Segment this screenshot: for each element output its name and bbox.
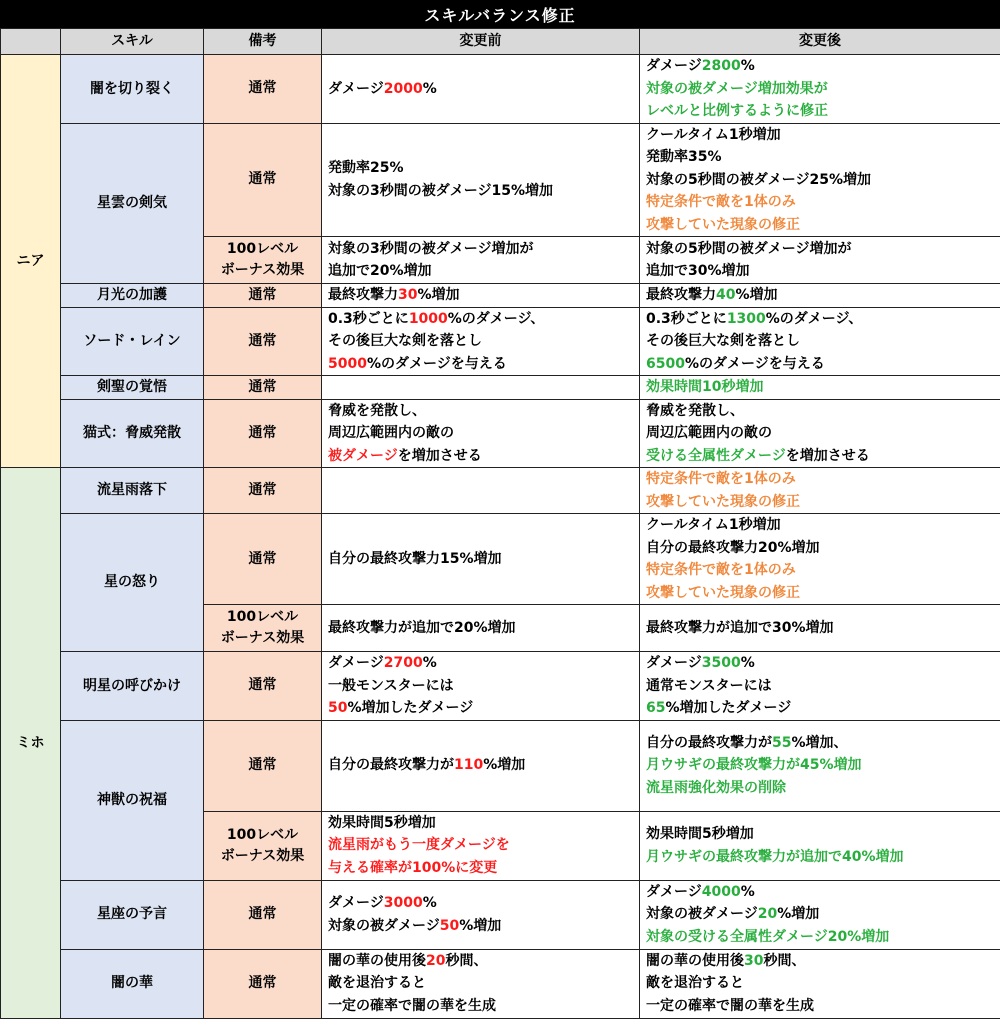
text-line: [328, 260, 633, 283]
note-line: 通常: [210, 169, 315, 190]
table-row: [1, 468, 1000, 514]
text-segment: 110: [454, 757, 483, 773]
text-segment: 敵を退治すると: [646, 975, 744, 991]
text-line: [328, 950, 633, 973]
text-segment: を増加させる: [398, 448, 482, 464]
text-segment: 55: [772, 735, 791, 751]
text-line: [646, 559, 994, 582]
before-cell: [322, 652, 640, 721]
skill-name-cell: 星座の予言: [61, 880, 204, 949]
text-line: [646, 100, 994, 123]
text-line: [328, 157, 633, 180]
text-segment: 秒間、: [445, 953, 487, 969]
note-cell: [204, 811, 322, 880]
text-segment: 2000: [384, 81, 423, 97]
skill-name-cell: 星雲の剣気: [61, 123, 204, 284]
after-cell: [640, 514, 1000, 605]
text-segment: 一定の確率で闇の華を生成: [328, 998, 496, 1014]
text-segment: 追加で30%増加: [646, 263, 750, 279]
text-line: [646, 284, 994, 307]
before-cell: [322, 284, 640, 308]
text-segment: %増加したダメージ: [665, 700, 791, 716]
text-segment: %増加、: [791, 735, 847, 751]
text-segment: 被ダメージ: [328, 448, 398, 464]
text-segment: 通常モンスターには: [646, 678, 772, 694]
text-segment: %: [423, 81, 437, 97]
note-line: 通常: [210, 675, 315, 696]
text-line: [646, 124, 994, 147]
after-cell: [640, 949, 1000, 1018]
character-cell: ミホ: [1, 468, 61, 1019]
text-line: [646, 468, 994, 491]
text-segment: クールタイム1秒増加: [646, 517, 781, 533]
note-line: 通常: [210, 480, 315, 501]
text-segment: 2800: [702, 58, 741, 74]
text-segment: 闇の華の使用後: [328, 953, 426, 969]
text-segment: 40: [716, 287, 735, 303]
text-segment: 最終攻撃力: [328, 287, 398, 303]
after-cell: [640, 284, 1000, 308]
text-segment: 対象の5秒間の被ダメージ増加が: [646, 241, 851, 257]
skill-name-cell: 闇の華: [61, 949, 204, 1018]
note-line: 通常: [210, 549, 315, 570]
text-segment: %増加: [777, 906, 819, 922]
text-line: [328, 238, 633, 261]
text-segment: 50: [328, 700, 347, 716]
skill-balance-table: [0, 28, 1000, 1019]
text-line: [328, 330, 633, 353]
text-line: [646, 903, 994, 926]
table-row: [1, 307, 1000, 376]
text-segment: 攻撃していた現象の修正: [646, 217, 800, 233]
skill-name-cell: 流星雨落下: [61, 468, 204, 514]
text-line: [328, 617, 633, 640]
text-line: [328, 308, 633, 331]
text-segment: 対象の受ける全属性ダメージ20%増加: [646, 929, 889, 945]
skill-name-cell: 星の怒り: [61, 514, 204, 652]
text-line: [328, 78, 633, 101]
text-segment: %のダメージを与える: [367, 356, 507, 372]
text-segment: 1300: [727, 311, 766, 327]
table-row: [1, 284, 1000, 308]
text-segment: 周辺広範囲内の敵の: [328, 425, 454, 441]
note-cell: [204, 880, 322, 949]
text-segment: 効果時間5秒増加: [328, 815, 436, 831]
note-line: ボーナス効果: [210, 260, 315, 281]
note-line: 通常: [210, 904, 315, 925]
text-segment: 攻撃していた現象の修正: [646, 494, 800, 510]
text-segment: ダメージ: [328, 655, 384, 671]
text-line: [328, 892, 633, 915]
after-cell: [640, 468, 1000, 514]
skill-name-cell: 月光の加護: [61, 284, 204, 308]
skill-name-cell: 闇を切り裂く: [61, 55, 204, 124]
text-segment: 最終攻撃力: [646, 287, 716, 303]
text-line: [328, 754, 633, 777]
text-segment: 追加で20%増加: [328, 263, 432, 279]
note-line: 通常: [210, 331, 315, 352]
text-segment: %: [423, 895, 437, 911]
text-segment: 効果時間10秒増加: [646, 379, 763, 395]
text-line: [646, 652, 994, 675]
text-line: [646, 308, 994, 331]
after-cell: [640, 811, 1000, 880]
skill-name-cell: 明星の呼びかけ: [61, 652, 204, 721]
text-segment: 自分の最終攻撃力が: [328, 757, 454, 773]
text-segment: 0.3秒ごとに: [646, 311, 727, 327]
text-line: [646, 260, 994, 283]
text-line: [646, 881, 994, 904]
text-segment: 4000: [702, 884, 741, 900]
before-cell: [322, 949, 640, 1018]
text-segment: 対象の5秒間の被ダメージ25%増加: [646, 172, 871, 188]
text-line: [328, 180, 633, 203]
text-segment: ダメージ: [646, 58, 702, 74]
text-segment: 秒間、: [763, 953, 805, 969]
text-line: [328, 812, 633, 835]
text-line: [646, 972, 994, 995]
note-cell: [204, 949, 322, 1018]
note-line: ボーナス効果: [210, 628, 315, 649]
text-line: [646, 169, 994, 192]
table-row: [1, 123, 1000, 237]
table-row: [1, 376, 1000, 400]
text-segment: 対象の3秒間の被ダメージ増加が: [328, 241, 533, 257]
header-after: 変更後: [640, 29, 1000, 55]
text-segment: 65: [646, 700, 665, 716]
text-segment: ダメージ: [328, 895, 384, 911]
text-segment: %のダメージ、: [766, 311, 863, 327]
text-segment: %増加: [735, 287, 777, 303]
table-row: [1, 720, 1000, 811]
before-cell: [322, 514, 640, 605]
text-line: [328, 834, 633, 857]
note-line: 100レベル: [210, 607, 315, 628]
after-cell: [640, 605, 1000, 652]
before-cell: [322, 307, 640, 376]
text-segment: 対象の3秒間の被ダメージ15%増加: [328, 183, 553, 199]
text-segment: 敵を退治すると: [328, 975, 426, 991]
text-line: [646, 214, 994, 237]
text-line: [646, 191, 994, 214]
text-segment: 最終攻撃力が追加で20%増加: [328, 620, 516, 636]
text-segment: 30: [398, 287, 417, 303]
note-line: 通常: [210, 755, 315, 776]
note-cell: [204, 307, 322, 376]
text-segment: 対象の被ダメージ増加効果が: [646, 81, 828, 97]
note-cell: [204, 376, 322, 400]
text-segment: 自分の最終攻撃力15%増加: [328, 551, 502, 567]
text-segment: 特定条件で敵を1体のみ: [646, 471, 796, 487]
text-line: [328, 548, 633, 571]
text-line: [646, 582, 994, 605]
text-segment: 与える確率が100%に変更: [328, 860, 497, 876]
text-segment: 特定条件で敵を1体のみ: [646, 562, 796, 578]
note-line: 通常: [210, 423, 315, 444]
text-line: [328, 972, 633, 995]
before-cell: [322, 720, 640, 811]
text-segment: 最終攻撃力が追加で30%増加: [646, 620, 834, 636]
before-cell: [322, 399, 640, 468]
text-line: [646, 823, 994, 846]
text-segment: %: [741, 655, 755, 671]
note-line: 通常: [210, 285, 315, 306]
text-line: [646, 950, 994, 973]
before-cell: [322, 605, 640, 652]
text-line: [328, 652, 633, 675]
text-segment: %: [741, 58, 755, 74]
text-line: [646, 675, 994, 698]
text-segment: %増加したダメージ: [347, 700, 473, 716]
text-segment: 発動率25%: [328, 160, 404, 176]
note-line: 通常: [210, 377, 315, 398]
text-line: [646, 422, 994, 445]
text-segment: %: [423, 655, 437, 671]
note-line: ボーナス効果: [210, 846, 315, 867]
text-line: [646, 491, 994, 514]
text-segment: 20: [758, 906, 777, 922]
text-segment: 3000: [384, 895, 423, 911]
text-segment: 6500: [646, 356, 685, 372]
after-cell: [640, 237, 1000, 284]
text-segment: 自分の最終攻撃力が: [646, 735, 772, 751]
text-line: [646, 995, 994, 1018]
before-cell: [322, 468, 640, 514]
text-segment: 周辺広範囲内の敵の: [646, 425, 772, 441]
character-cell: ニア: [1, 55, 61, 468]
text-segment: %増加: [483, 757, 525, 773]
text-segment: レベルと比例するように修正: [646, 103, 828, 119]
text-segment: ダメージ: [646, 655, 702, 671]
text-segment: その後巨大な剣を落とし: [646, 333, 800, 349]
text-line: [646, 617, 994, 640]
text-segment: 脅威を発散し、: [646, 403, 744, 419]
table-body: [1, 55, 1000, 1019]
text-segment: 0.3秒ごとに: [328, 311, 409, 327]
text-line: [646, 537, 994, 560]
note-line: 100レベル: [210, 239, 315, 260]
note-cell: [204, 123, 322, 237]
after-cell: [640, 652, 1000, 721]
sheet-title: スキルバランス修正: [0, 0, 1000, 28]
text-line: [646, 514, 994, 537]
text-segment: クールタイム1秒増加: [646, 127, 781, 143]
text-segment: を増加させる: [786, 448, 870, 464]
text-line: [646, 78, 994, 101]
text-line: [646, 376, 994, 399]
text-segment: 発動率35%: [646, 149, 722, 165]
text-line: [646, 146, 994, 169]
skill-name-cell: 猫式：脅威発散: [61, 399, 204, 468]
table-row: [1, 514, 1000, 605]
header-before: 変更前: [322, 29, 640, 55]
text-line: [646, 55, 994, 78]
text-segment: %: [741, 884, 755, 900]
text-segment: %のダメージ、: [448, 311, 545, 327]
text-segment: 一定の確率で闇の華を生成: [646, 998, 814, 1014]
text-segment: 一般モンスターには: [328, 678, 454, 694]
text-line: [646, 400, 994, 423]
text-segment: 攻撃していた現象の修正: [646, 585, 800, 601]
note-cell: [204, 468, 322, 514]
header-row: [1, 29, 1000, 55]
header-note: 備考: [204, 29, 322, 55]
text-segment: ダメージ: [646, 884, 702, 900]
note-cell: [204, 605, 322, 652]
note-line: 通常: [210, 78, 315, 99]
skill-name-cell: 神獣の祝福: [61, 720, 204, 880]
after-cell: [640, 399, 1000, 468]
before-cell: [322, 376, 640, 400]
text-line: [328, 422, 633, 445]
before-cell: [322, 123, 640, 237]
skill-name-cell: ソード・レイン: [61, 307, 204, 376]
text-line: [646, 330, 994, 353]
note-cell: [204, 237, 322, 284]
table-row: [1, 55, 1000, 124]
after-cell: [640, 55, 1000, 124]
text-segment: 脅威を発散し、: [328, 403, 426, 419]
text-segment: 5000: [328, 356, 367, 372]
text-segment: 2700: [384, 655, 423, 671]
text-line: [646, 754, 994, 777]
text-line: [328, 284, 633, 307]
text-line: [328, 995, 633, 1018]
header-character: [1, 29, 61, 55]
note-cell: [204, 55, 322, 124]
text-line: [328, 697, 633, 720]
text-line: [646, 732, 994, 755]
text-segment: ダメージ: [328, 81, 384, 97]
note-cell: [204, 720, 322, 811]
note-cell: [204, 652, 322, 721]
text-segment: 対象の被ダメージ: [646, 906, 758, 922]
note-cell: [204, 284, 322, 308]
skill-name-cell: 剣聖の覚悟: [61, 376, 204, 400]
note-line: 通常: [210, 973, 315, 994]
text-line: [328, 857, 633, 880]
text-segment: 効果時間5秒増加: [646, 826, 754, 842]
text-line: [646, 846, 994, 869]
before-cell: [322, 811, 640, 880]
note-cell: [204, 399, 322, 468]
after-cell: [640, 880, 1000, 949]
text-line: [646, 777, 994, 800]
text-line: [328, 353, 633, 376]
text-line: [328, 915, 633, 938]
text-segment: 自分の最終攻撃力20%増加: [646, 540, 820, 556]
before-cell: [322, 55, 640, 124]
text-line: [328, 400, 633, 423]
text-line: [646, 926, 994, 949]
after-cell: [640, 307, 1000, 376]
table-row: [1, 949, 1000, 1018]
text-segment: 流星雨強化効果の削除: [646, 780, 786, 796]
after-cell: [640, 720, 1000, 811]
table-row: [1, 880, 1000, 949]
text-line: [646, 238, 994, 261]
before-cell: [322, 880, 640, 949]
text-segment: %のダメージを与える: [685, 356, 825, 372]
after-cell: [640, 376, 1000, 400]
text-segment: その後巨大な剣を落とし: [328, 333, 482, 349]
table-row: [1, 652, 1000, 721]
text-segment: 3500: [702, 655, 741, 671]
text-line: [646, 353, 994, 376]
text-segment: 月ウサギの最終攻撃力が追加で40%増加: [646, 849, 904, 865]
text-line: [646, 445, 994, 468]
text-line: [646, 697, 994, 720]
text-segment: 20: [426, 953, 445, 969]
note-line: 100レベル: [210, 825, 315, 846]
text-segment: 50: [440, 918, 459, 934]
text-segment: 流星雨がもう一度ダメージを: [328, 837, 510, 853]
text-segment: 特定条件で敵を1体のみ: [646, 194, 796, 210]
text-segment: 対象の被ダメージ: [328, 918, 440, 934]
note-cell: [204, 514, 322, 605]
text-segment: %増加: [459, 918, 501, 934]
before-cell: [322, 237, 640, 284]
header-skill: スキル: [61, 29, 204, 55]
text-line: [328, 445, 633, 468]
after-cell: [640, 123, 1000, 237]
text-segment: 受ける全属性ダメージ: [646, 448, 786, 464]
text-segment: 月ウサギの最終攻撃力が45%増加: [646, 757, 862, 773]
text-segment: %増加: [417, 287, 459, 303]
table-row: [1, 399, 1000, 468]
text-line: [328, 675, 633, 698]
text-segment: 30: [744, 953, 763, 969]
text-segment: 闇の華の使用後: [646, 953, 744, 969]
text-segment: 1000: [409, 311, 448, 327]
